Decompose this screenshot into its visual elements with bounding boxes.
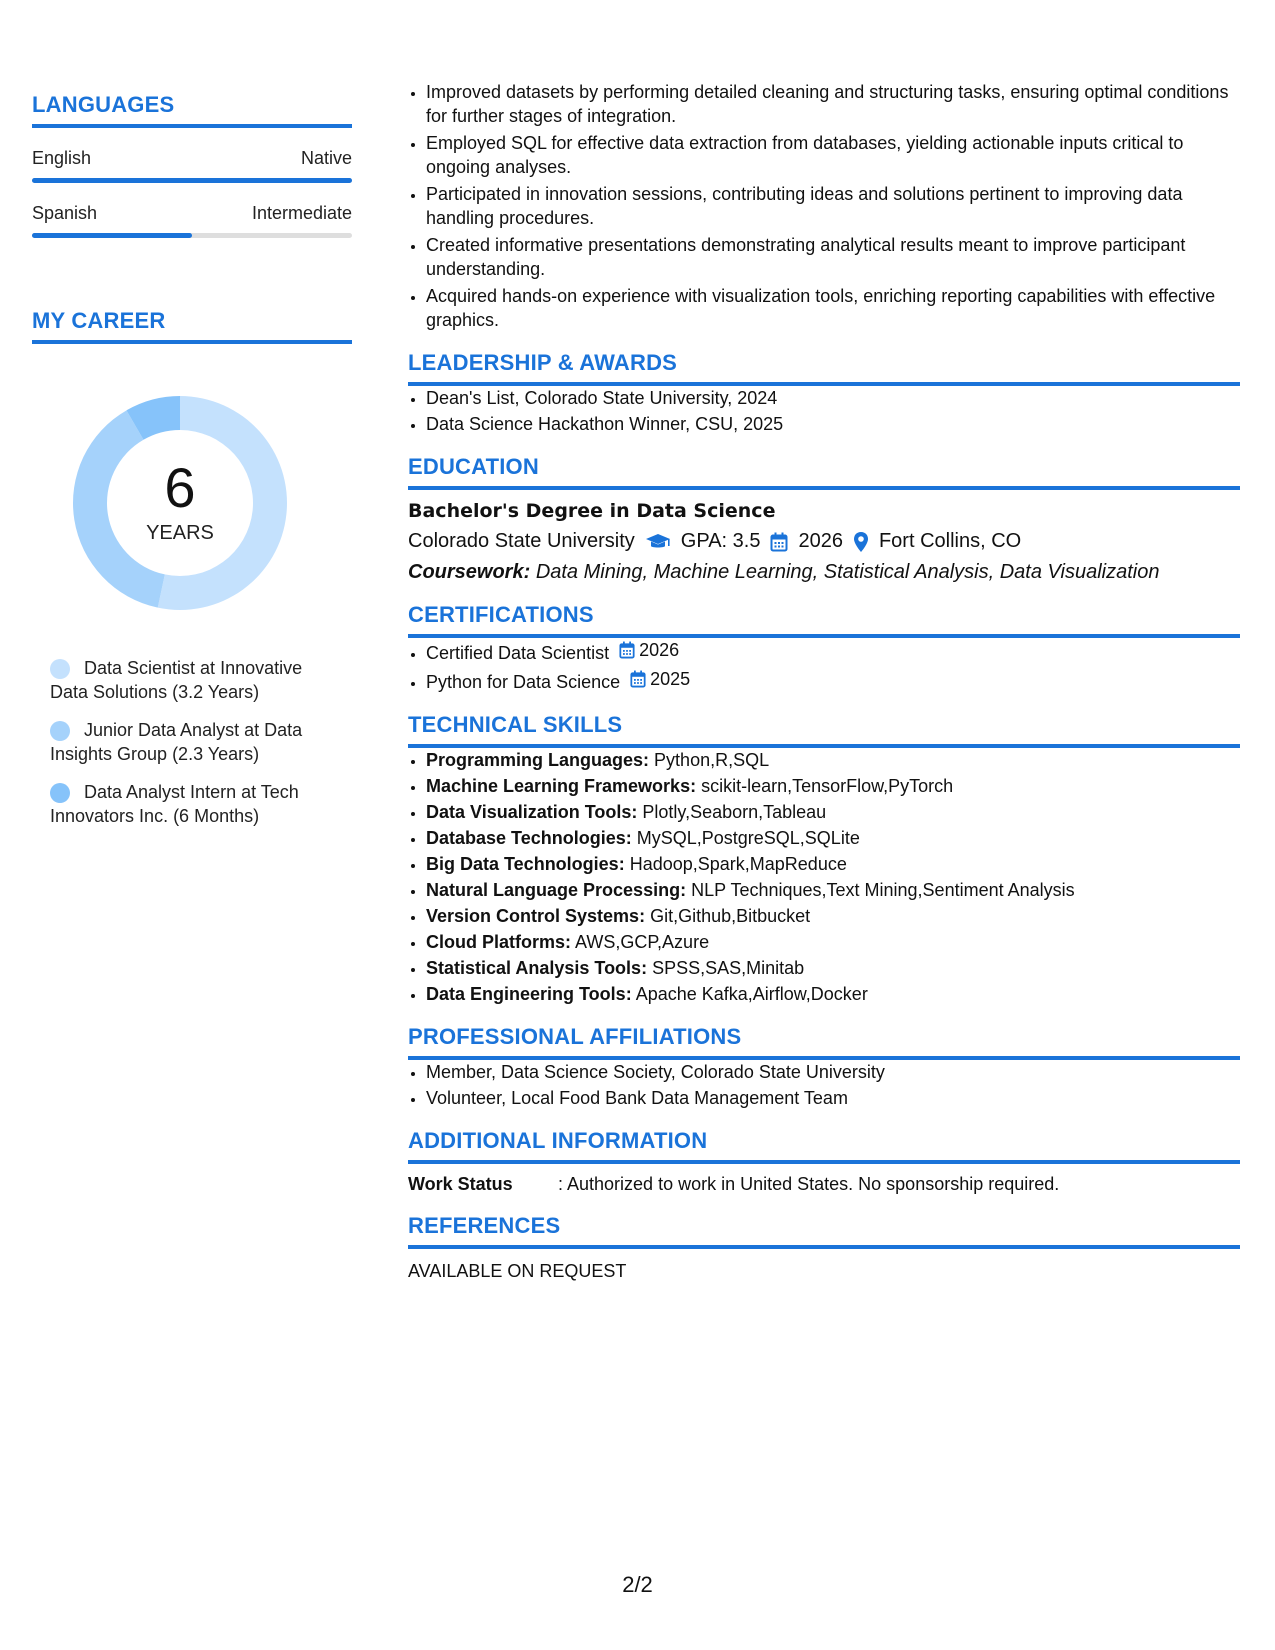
language-level: Intermediate [251, 203, 352, 223]
skill-list [408, 748, 1240, 1006]
legend-dot-icon [50, 659, 70, 679]
skill-item [426, 930, 1240, 954]
skill-category: Data Visualization Tools: [426, 802, 638, 822]
language-list [32, 148, 352, 238]
education-meta [408, 530, 1240, 553]
certification-list [408, 638, 1240, 694]
sidebar [32, 92, 352, 898]
leadership-section [408, 350, 1240, 436]
skill-item [426, 852, 1240, 876]
certification-item [426, 667, 1240, 694]
experience-bullets [408, 80, 1240, 332]
languages-section [32, 92, 352, 238]
career-total-number: 6 [164, 456, 196, 519]
skill-item [426, 774, 1240, 798]
references-section [408, 1213, 1240, 1282]
skill-values: Hadoop,Spark,MapReduce [629, 854, 847, 874]
location-pin-icon [853, 531, 869, 553]
language-proficiency-bar [32, 233, 352, 238]
skill-values: AWS,GCP,Azure [575, 932, 710, 952]
skill-category: Statistical Analysis Tools: [426, 958, 648, 978]
graduation-cap-icon [645, 533, 671, 551]
skills-title: TECHNICAL SKILLS [408, 712, 1240, 748]
skill-values: Git,Github,Bitbucket [650, 906, 811, 926]
certifications-section [408, 602, 1240, 694]
language-row [32, 148, 352, 183]
experience-bullet: • Improved datasets by performing detailed cleaning and structuring tasks, ensuring optimal conditions for further stages of integration. [426, 80, 1240, 128]
language-level: Native [300, 148, 352, 168]
work-status-label: Work Status [408, 1174, 513, 1194]
skill-item [426, 904, 1240, 928]
gpa-value: GPA: 3.5 [680, 530, 761, 552]
language-row [32, 203, 352, 238]
languages-title: LANGUAGES [32, 92, 352, 128]
donut-center [65, 456, 295, 545]
leadership-title: LEADERSHIP & AWARDS [408, 350, 1240, 386]
school-location: Fort Collins, CO [878, 530, 1022, 552]
coursework-list: Data Mining, Machine Learning, Statistical Analysis, Data Visualization [535, 561, 1160, 583]
skill-category: Database Technologies: [426, 828, 632, 848]
skill-item [426, 826, 1240, 850]
experience-bullet: • Employed SQL for effective data extraction from databases, yielding actionable inputs critical to ongoing analyses. [426, 131, 1240, 179]
language-line [32, 203, 352, 224]
career-donut-chart [65, 388, 295, 618]
certification-name: Python for Data Science [426, 672, 621, 692]
additional-info-title: ADDITIONAL INFORMATION [408, 1128, 1240, 1164]
references-text: AVAILABLE ON REQUEST [408, 1261, 627, 1281]
skill-category: Version Control Systems: [426, 906, 646, 926]
references-title: REFERENCES [408, 1213, 1240, 1249]
graduation-year: 2026 [798, 530, 843, 552]
skill-values: scikit-learn,TensorFlow,PyTorch [701, 776, 954, 796]
skill-item [426, 748, 1240, 772]
skill-values: Apache Kafka,Airflow,Docker [635, 984, 868, 1004]
skills-section [408, 712, 1240, 1006]
school-name: Colorado State University [408, 530, 635, 552]
career-legend [50, 656, 320, 828]
legend-item [50, 718, 320, 766]
degree-name: Bachelor's Degree in Data Science [408, 500, 776, 522]
experience-bullet: • Acquired hands-on experience with visualization tools, enriching reporting capabilities with effective graphics. [426, 284, 1240, 332]
certification-date [619, 638, 679, 662]
skill-item [426, 878, 1240, 902]
award-item: • Dean's List, Colorado State University, 2024 [426, 386, 1240, 410]
legend-label: Data Scientist at Innovative Data Solutions (3.2 Years) [50, 658, 303, 702]
certification-date [630, 667, 690, 691]
calendar-icon [619, 641, 635, 659]
affiliation-list [408, 1060, 1240, 1110]
legend-dot-icon [50, 783, 70, 803]
work-status-row [408, 1174, 1240, 1195]
language-proficiency-bar [32, 178, 352, 183]
affiliation-item: • Member, Data Science Society, Colorado State University [426, 1060, 1240, 1084]
legend-item [50, 656, 320, 704]
skill-category: Machine Learning Frameworks: [426, 776, 697, 796]
certification-item [426, 638, 1240, 665]
skill-category: Natural Language Processing: [426, 880, 687, 900]
affiliation-item: • Volunteer, Local Food Bank Data Management Team [426, 1086, 1240, 1110]
skill-values: Plotly,Seaborn,Tableau [642, 802, 827, 822]
career-total-unit: YEARS [146, 522, 214, 544]
calendar-icon [630, 670, 646, 688]
coursework [408, 561, 1240, 584]
language-name: English [32, 148, 92, 168]
education-title: EDUCATION [408, 454, 1240, 490]
legend-dot-icon [50, 721, 70, 741]
main-content [408, 80, 1240, 1282]
affiliations-title: PROFESSIONAL AFFILIATIONS [408, 1024, 1240, 1060]
award-item: • Data Science Hackathon Winner, CSU, 2025 [426, 412, 1240, 436]
certification-year: 2025 [650, 669, 691, 689]
legend-label: Junior Data Analyst at Data Insights Group (2.3 Years) [50, 720, 303, 764]
calendar-icon [770, 532, 788, 552]
language-proficiency-fill [32, 233, 192, 238]
certifications-title: CERTIFICATIONS [408, 602, 1240, 638]
skill-item [426, 956, 1240, 980]
certification-year: 2026 [639, 640, 680, 660]
legend-label: Data Analyst Intern at Tech Innovators Inc. (6 Months) [50, 782, 299, 826]
work-status-value: : Authorized to work in United States. No sponsorship required. [558, 1174, 1060, 1194]
skill-item [426, 800, 1240, 824]
certification-name: Certified Data Scientist [426, 643, 610, 663]
skill-values: MySQL,PostgreSQL,SQLite [636, 828, 860, 848]
additional-info-section [408, 1128, 1240, 1195]
language-proficiency-fill [32, 178, 352, 183]
legend-item [50, 780, 320, 828]
career-section [32, 308, 352, 828]
experience-bullet: • Participated in innovation sessions, contributing ideas and solutions pertinent to improving data handling procedures. [426, 182, 1240, 230]
skill-values: NLP Techniques,Text Mining,Sentiment Analysis [691, 880, 1075, 900]
leadership-list [408, 386, 1240, 436]
skill-values: SPSS,SAS,Minitab [652, 958, 805, 978]
skill-category: Programming Languages: [426, 750, 650, 770]
skill-category: Cloud Platforms: [426, 932, 572, 952]
skill-category: Big Data Technologies: [426, 854, 625, 874]
career-title: MY CAREER [32, 308, 352, 344]
skill-item [426, 982, 1240, 1006]
language-line [32, 148, 352, 169]
skill-category: Data Engineering Tools: [426, 984, 632, 1004]
education-section [408, 454, 1240, 584]
skill-values: Python,R,SQL [654, 750, 770, 770]
coursework-label: Coursework: [408, 561, 531, 583]
experience-bullet: • Created informative presentations demonstrating analytical results meant to improve participant understanding. [426, 233, 1240, 281]
language-name: Spanish [32, 203, 98, 223]
affiliations-section [408, 1024, 1240, 1110]
page-number: 2/2 [622, 1572, 653, 1597]
